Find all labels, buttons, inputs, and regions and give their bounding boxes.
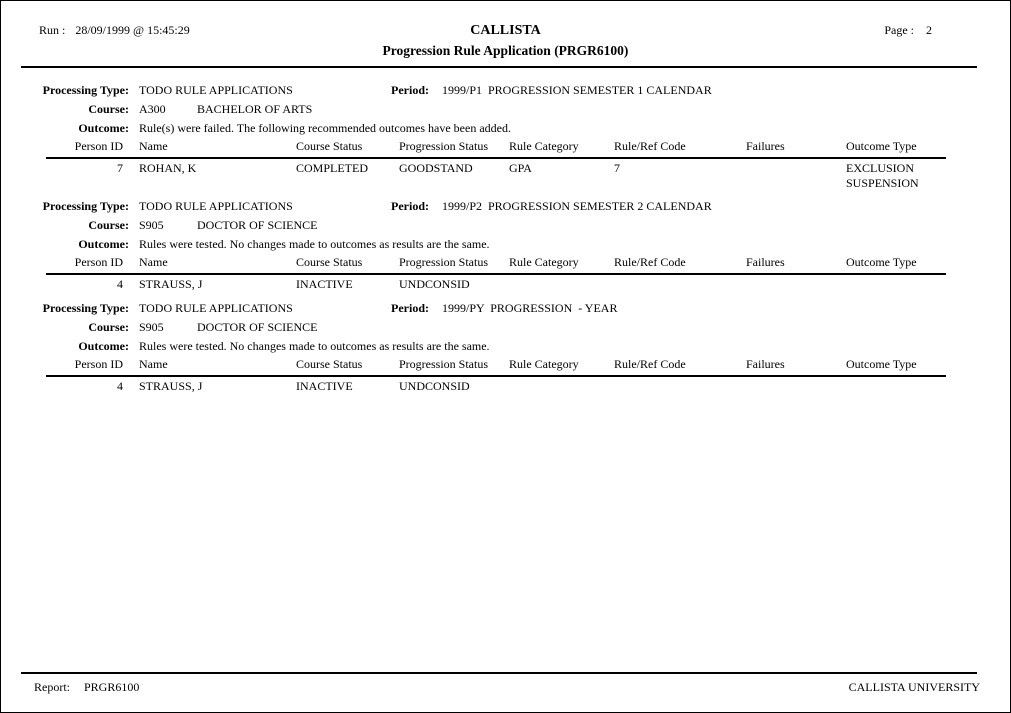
- col-header-rule-ref-code: Rule/Ref Code: [614, 138, 746, 158]
- run-timestamp: 28/09/1999 @ 15:45:29: [75, 23, 190, 37]
- outcome-text: Rule(s) were failed. The following recommended outcomes have been added.: [139, 121, 511, 135]
- col-header-rule-category: Rule Category: [509, 356, 614, 376]
- cell-person-id: 7: [117, 161, 123, 175]
- run-label: Run :: [39, 23, 66, 37]
- cell-failures: [746, 158, 846, 191]
- table-header-row: [46, 254, 946, 274]
- course-label: Course:: [88, 102, 129, 116]
- col-header-failures: Failures: [746, 356, 846, 376]
- cell-course-status: INACTIVE: [296, 277, 353, 291]
- col-header-rule-category: Rule Category: [509, 254, 614, 274]
- cell-rule-ref-code: 7: [614, 161, 620, 175]
- cell-rule-ref-code: [614, 274, 746, 293]
- report-section-3: [1, 299, 1010, 395]
- report-section-1: [1, 81, 1010, 191]
- outcome-label: Outcome:: [78, 338, 129, 353]
- report-subtitle: Progression Rule Application (PRGR6100): [382, 43, 629, 58]
- processing-type-value: TODO RULE APPLICATIONS: [139, 300, 293, 315]
- col-header-failures: Failures: [746, 254, 846, 274]
- cell-failures: [746, 274, 846, 293]
- page-info: [672, 23, 972, 38]
- outcome-type-line: SUSPENSION: [846, 175, 919, 190]
- cell-name: ROHAN, K: [139, 161, 197, 175]
- col-header-progression-status: Progression Status: [399, 254, 509, 274]
- report-title: CALLISTA: [470, 23, 541, 38]
- course-label: Course:: [88, 319, 129, 334]
- report-footer: [34, 680, 980, 695]
- run-info: [39, 23, 339, 38]
- report-id: [34, 680, 139, 695]
- period-value: 1999/P2 PROGRESSION SEMESTER 2 CALENDAR: [442, 199, 712, 213]
- report-label: Report:: [34, 680, 70, 694]
- col-header-progression-status: Progression Status: [399, 138, 509, 158]
- cell-progression-status: GOODSTAND: [399, 161, 473, 175]
- course-title: DOCTOR OF SCIENCE: [197, 218, 318, 232]
- period-value: 1999/PY PROGRESSION - YEAR: [442, 300, 618, 315]
- outcome-text: Rules were tested. No changes made to outcomes as results are the same.: [139, 338, 490, 353]
- table-header-row: [46, 356, 946, 376]
- report-header: [1, 1, 1010, 68]
- processing-type-label: Processing Type:: [42, 199, 129, 213]
- col-header-outcome-type: Outcome Type: [846, 138, 946, 158]
- period-label: Period:: [391, 300, 429, 315]
- cell-outcome-type: [846, 158, 946, 191]
- processing-type-label: Processing Type:: [42, 83, 129, 97]
- col-header-name: Name: [131, 356, 296, 376]
- outcome-text: Rules were tested. No changes made to outcomes as results are the same.: [139, 237, 490, 251]
- cell-progression-status: UNDCONSID: [399, 277, 470, 291]
- col-header-name: Name: [131, 138, 296, 158]
- outcome-type-line: EXCLUSION: [846, 161, 914, 175]
- page-label: Page :: [884, 23, 914, 37]
- outcome-label: Outcome:: [78, 237, 129, 251]
- col-header-course-status: Course Status: [296, 254, 399, 274]
- col-header-rule-ref-code: Rule/Ref Code: [614, 254, 746, 274]
- col-header-person-id: Person ID: [46, 254, 131, 274]
- page-number: 2: [926, 23, 932, 37]
- col-header-rule-ref-code: Rule/Ref Code: [614, 356, 746, 376]
- report-code: PRGR6100: [84, 680, 140, 694]
- rules-table-1: [46, 138, 946, 191]
- col-header-name: Name: [131, 254, 296, 274]
- period-label: Period:: [391, 83, 429, 97]
- table-header-row: [46, 138, 946, 158]
- col-header-person-id: Person ID: [46, 138, 131, 158]
- col-header-course-status: Course Status: [296, 356, 399, 376]
- footer-divider: [21, 672, 977, 674]
- period-value: 1999/P1 PROGRESSION SEMESTER 1 CALENDAR: [442, 83, 712, 97]
- cell-outcome-type: [846, 376, 946, 395]
- table-row: [46, 376, 946, 395]
- col-header-outcome-type: Outcome Type: [846, 254, 946, 274]
- cell-name: STRAUSS, J: [139, 378, 203, 393]
- cell-rule-category: [509, 376, 614, 395]
- cell-course-status: INACTIVE: [296, 378, 353, 393]
- course-title: BACHELOR OF ARTS: [197, 102, 313, 116]
- cell-progression-status: UNDCONSID: [399, 378, 470, 393]
- report-section-2: [1, 197, 1010, 293]
- rules-table-3: [46, 356, 946, 395]
- cell-course-status: COMPLETED: [296, 161, 368, 175]
- outcome-label: Outcome:: [78, 121, 129, 135]
- col-header-progression-status: Progression Status: [399, 356, 509, 376]
- col-header-failures: Failures: [746, 138, 846, 158]
- course-code: A300: [139, 102, 166, 116]
- table-row: [46, 274, 946, 293]
- organisation-name: CALLISTA UNIVERSITY: [848, 680, 980, 694]
- cell-name: STRAUSS, J: [139, 277, 203, 291]
- col-header-person-id: Person ID: [46, 356, 131, 376]
- cell-person-id: 4: [117, 378, 123, 393]
- col-header-course-status: Course Status: [296, 138, 399, 158]
- cell-failures: [746, 376, 846, 395]
- rules-table-2: [46, 254, 946, 293]
- cell-rule-category: [509, 274, 614, 293]
- processing-type-label: Processing Type:: [42, 300, 129, 315]
- cell-rule-ref-code: [614, 376, 746, 395]
- course-code: S905: [139, 319, 164, 334]
- header-divider: [21, 66, 977, 68]
- table-row: [46, 158, 946, 191]
- period-label: Period:: [391, 199, 429, 213]
- cell-outcome-type: [846, 274, 946, 293]
- cell-person-id: 4: [117, 277, 123, 291]
- processing-type-value: TODO RULE APPLICATIONS: [139, 83, 293, 97]
- col-header-rule-category: Rule Category: [509, 138, 614, 158]
- processing-type-value: TODO RULE APPLICATIONS: [139, 199, 293, 213]
- course-code: S905: [139, 218, 164, 232]
- col-header-outcome-type: Outcome Type: [846, 356, 946, 376]
- course-title: DOCTOR OF SCIENCE: [197, 319, 318, 334]
- course-label: Course:: [88, 218, 129, 232]
- cell-rule-category: GPA: [509, 161, 532, 175]
